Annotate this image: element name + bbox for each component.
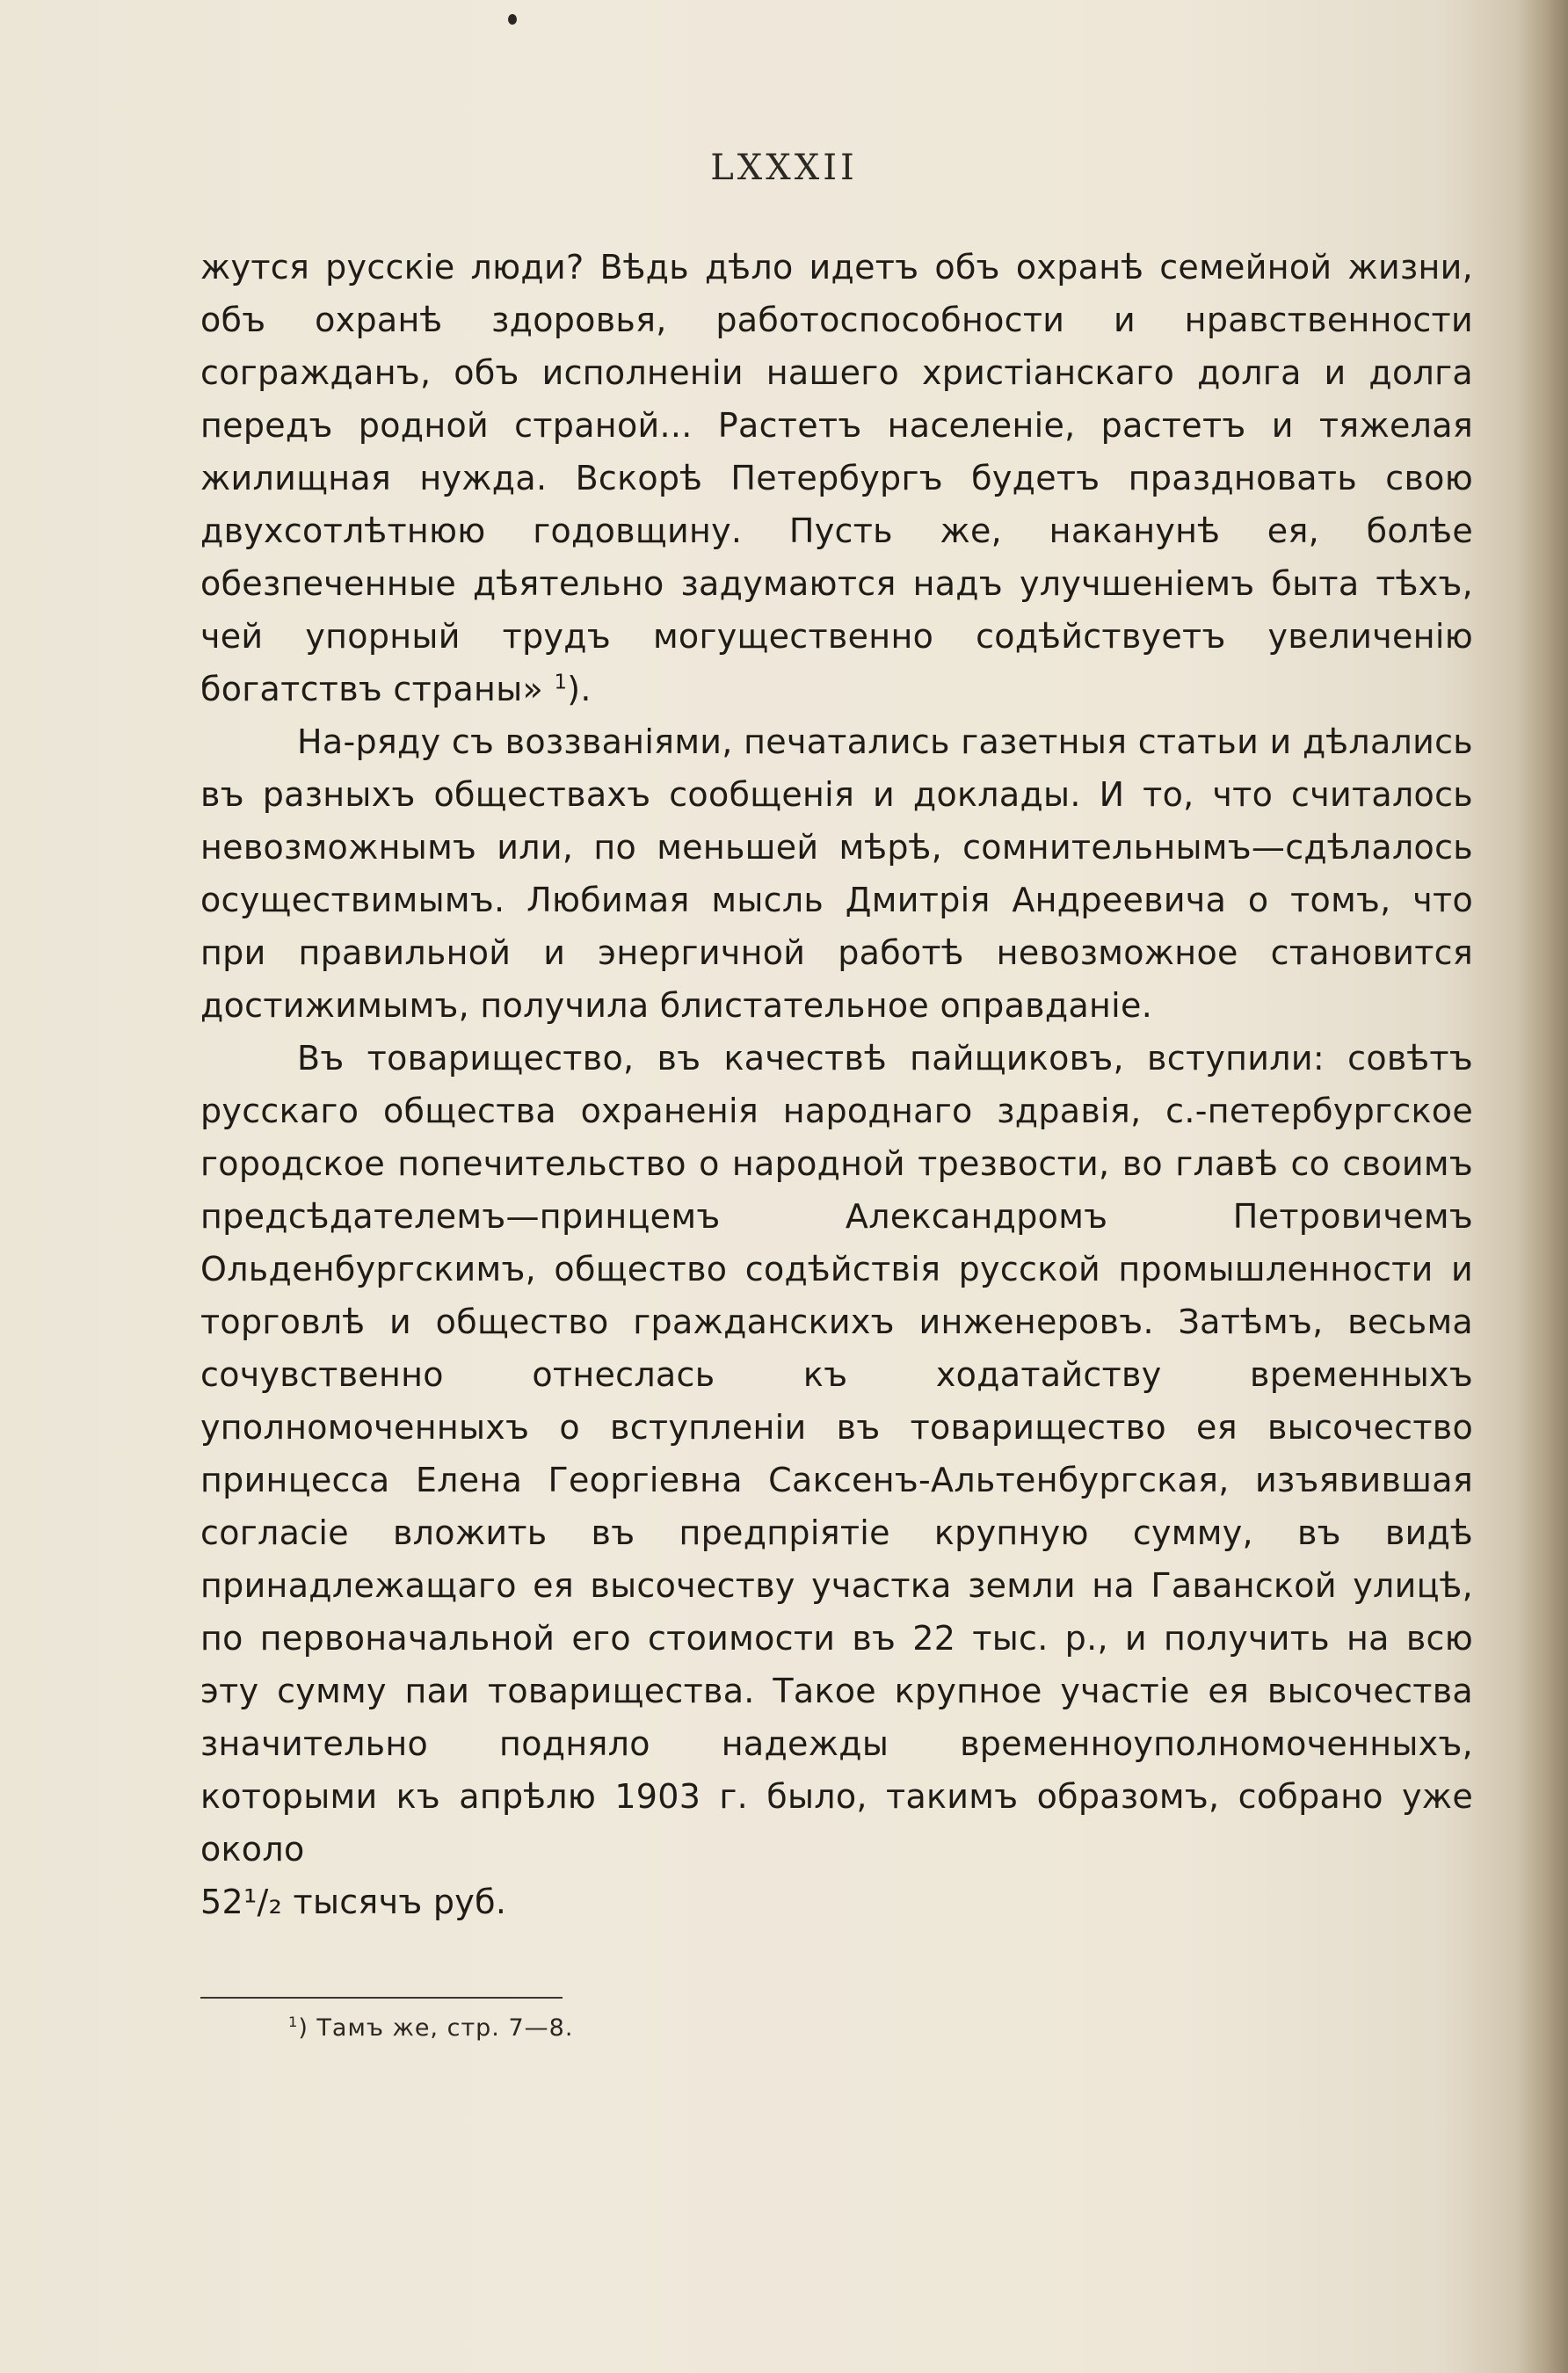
paragraph-3-tail: 52¹/₂ тысячъ руб. (200, 1883, 507, 1921)
body-text (200, 241, 1473, 1928)
footnote-marker: 1 (288, 2014, 299, 2030)
ink-speck (508, 14, 517, 25)
page-spine-shadow (1515, 0, 1568, 2373)
footnote-reference: 1 (554, 671, 568, 694)
footnote (288, 2014, 573, 2042)
footnote-text: ) Тамъ же, стр. 7—8. (298, 2014, 574, 2042)
paragraph-2 (200, 715, 1473, 1032)
paragraph-3-text: Въ товарищество, въ качествѣ пайщиковъ, вступили: совѣтъ русскаго общества охраненія народнаго здравія, с.-петербургское городское попечительство о народной трезвости, во главѣ со своимъ предсѣдателемъ—принцемъ Александромъ Петровичемъ Ольденбургскимъ, общество содѣйствія русской промышленности и торговлѣ и общество гражданскихъ инженеровъ. Затѣмъ, весьма сочувственно отнеслась къ ходатайству временныхъ уполномоченныхъ о вступленіи въ товарищество ея высочество принцесса Елена Георгіевна Саксенъ-Альтенбургская, изъявившая согласіе вложить въ предпріятіе крупную сумму, въ видѣ принадлежащаго ея высочеству участка земли на Гаванской улицѣ, по первоначальной его стоимости въ 22 тыс. р., и получить на всю эту сумму паи товарищества. Такое крупное участіе ея высочества значительно подняло надежды временноуполномоченныхъ, которыми къ апрѣлю 1903 г. было, такимъ образомъ, собрано уже около (200, 1039, 1473, 1869)
page-number: LXXXII (710, 148, 858, 188)
paragraph-1 (200, 241, 1473, 715)
paragraph-1-closing: ). (567, 670, 592, 708)
paragraph-1-text: жутся русскіе люди? Вѣдь дѣло идетъ объ охранѣ семейной жизни, объ охранѣ здоровья, работоспособности и нравственности согражданъ, объ исполненіи нашего христіанскаго долга и долга передъ родной страной... Растетъ населеніе, растетъ и тяжелая жилищная нужда. Вскорѣ Петербургъ будетъ праздновать свою двухсотлѣтнюю годовщину. Пусть же, наканунѣ ея, болѣе обезпеченные дѣятельно задумаются надъ улучшеніемъ быта тѣхъ, чей упорный трудъ могущественно содѣйствуетъ увеличенію богатствъ страны» (200, 248, 1473, 708)
paragraph-3 (200, 1032, 1473, 1928)
paragraph-2-text: На-ряду съ воззваніями, печатались газетныя статьи и дѣлались въ разныхъ обществахъ сообщенія и доклады. И то, что считалось невозможнымъ или, по меньшей мѣрѣ, сомнительнымъ—сдѣлалось осуществимымъ. Любимая мысль Дмитрія Андреевича о томъ, что при правильной и энергичной работѣ невозможное становится достижимымъ, получила блистательное оправданіе. (200, 722, 1473, 1025)
footnote-divider (200, 1997, 563, 1999)
